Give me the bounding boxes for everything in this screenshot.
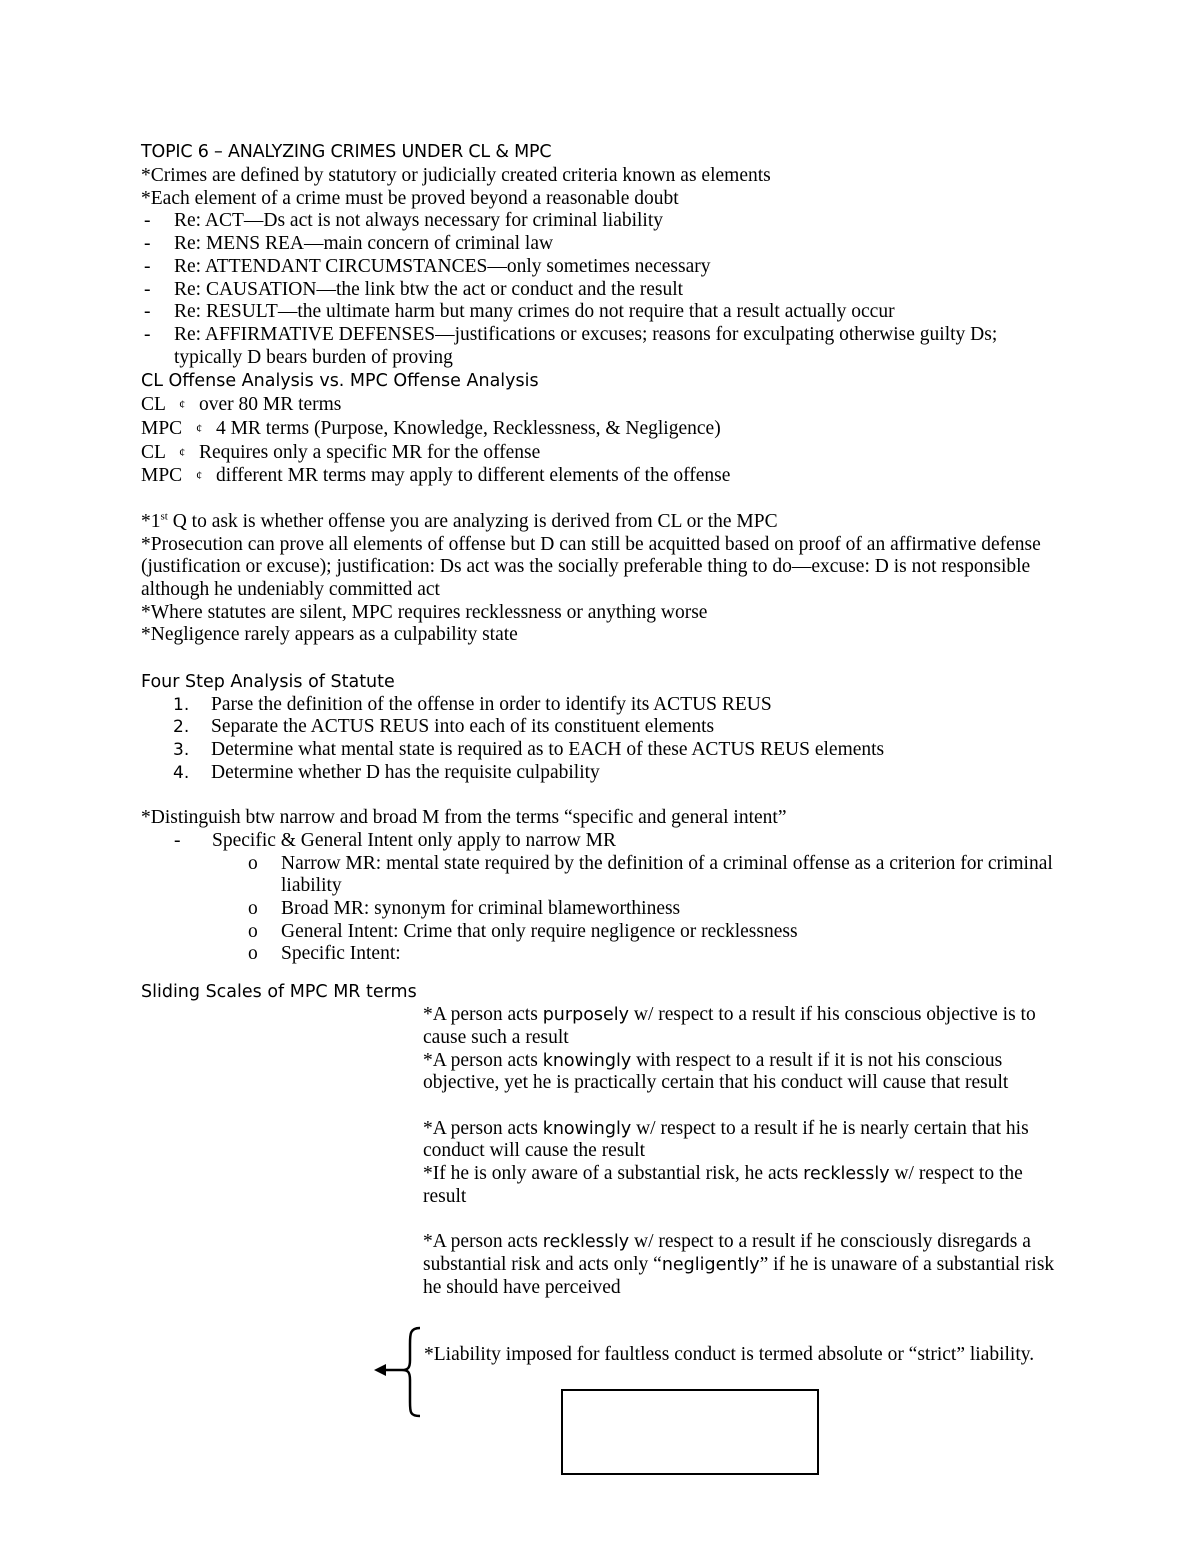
- list-item: 1. Parse the definition of the offense in order to identify its ACTUS REUS: [173, 693, 772, 715]
- list-item: - Specific & General Intent only apply to narrow MR: [174, 829, 616, 851]
- section-heading-sliding-scales: Sliding Scales of MPC MR terms: [141, 982, 417, 1003]
- prosecution-note: although he undeniably committed act: [141, 578, 440, 600]
- list-item: 3. Determine what mental state is required as to EACH of these ACTUS REUS elements: [173, 739, 885, 761]
- strict-liability-note: *Liability imposed for faultless conduct is termed absolute or “strict” liability.: [424, 1344, 1035, 1365]
- section-heading-comparison: CL Offense Analysis vs. MPC Offense Analysis: [141, 371, 539, 392]
- list-item: o Narrow MR: mental state required by the definition of a criminal offense as a criterion for criminal liability: [248, 852, 1053, 897]
- list-item: 2. Separate the ACTUS REUS into each of its constituent elements: [173, 716, 715, 738]
- comparison-row: MPC ¢ 4 MR terms (Purpose, Knowledge, Recklessness, & Negligence): [141, 418, 721, 440]
- list-item: - Re: CAUSATION—the link btw the act or conduct and the result: [144, 278, 684, 300]
- arrow-icon: ¢: [196, 421, 203, 436]
- list-item: o General Intent: Crime that only require negligence or recklessness: [248, 920, 798, 942]
- list-item: - Re: RESULT—the ultimate harm but many crimes do not require that a result actually occur: [144, 301, 895, 323]
- arrow-icon: ¢: [196, 468, 203, 483]
- distinguish-note: *Distinguish btw narrow and broad M from the terms “specific and general intent”: [141, 807, 787, 829]
- list-item: o Specific Intent:: [248, 943, 401, 965]
- knowingly-note: *A person acts knowingly w/ respect to a result if he is nearly certain that his conduct will cause the result: [423, 1117, 1029, 1162]
- list-item: - Re: AFFIRMATIVE DEFENSES—justifications or excuses; reasons for exculpating otherwise guilty Ds; typically D bears burden of proving: [144, 323, 998, 368]
- document-title: TOPIC 6 – ANALYZING CRIMES UNDER CL & MPC: [141, 142, 552, 162]
- elements-list: [141, 210, 1071, 369]
- sliding-scale-notes: [423, 1004, 1063, 1299]
- empty-box: [561, 1389, 819, 1475]
- list-item: o Broad MR: synonym for criminal blameworthiness: [248, 898, 681, 920]
- intent-bullets: [141, 853, 1071, 967]
- list-item: - Re: ACT—Ds act is not always necessary for criminal liability: [144, 210, 664, 232]
- intro-line: *Each element of a crime must be proved beyond a reasonable doubt: [141, 187, 679, 209]
- prosecution-note: (justification or excuse); justification: Ds act was the socially preferable thing to do—excuse: D is not responsible: [141, 556, 1031, 578]
- list-item: 4. Determine whether D has the requisite culpability: [173, 761, 600, 783]
- four-step-list: [141, 694, 1071, 785]
- comparison-row: MPC ¢ different MR terms may apply to different elements of the offense: [141, 465, 731, 487]
- silent-statutes-note: *Where statutes are silent, MPC requires recklessness or anything worse: [141, 601, 708, 623]
- recklessly-note: *If he is only aware of a substantial risk, he acts recklessly w/ respect to the result: [423, 1163, 1023, 1207]
- prosecution-note: *Prosecution can prove all elements of offense but D can still be acquitted based on proof of an affirmative defense: [141, 533, 1041, 555]
- negligence-note: *Negligence rarely appears as a culpability state: [141, 624, 518, 646]
- knowingly-note: *A person acts knowingly with respect to a result if it is not his conscious objective, yet he is practically certain that his conduct will cause that result: [423, 1049, 1009, 1094]
- document-page: [141, 140, 1071, 1299]
- section-heading-four-step: Four Step Analysis of Statute: [141, 671, 395, 692]
- first-question-note: *1st Q to ask is whether offense you are analyzing is derived from CL or the MPC: [141, 510, 778, 532]
- left-brace-arrow-icon: [370, 1324, 430, 1424]
- arrow-icon: ¢: [179, 397, 186, 412]
- list-item: - Re: ATTENDANT CIRCUMSTANCES—only sometimes necessary: [144, 255, 711, 277]
- recklessly-negligently-note: *A person acts recklessly w/ respect to a result if he consciously disregards a substantial risk and acts only “negligently” if he is unaware of a substantial risk he should have perceived: [423, 1231, 1055, 1298]
- comparison-row: CL ¢ over 80 MR terms: [141, 394, 342, 416]
- purposely-note: *A person acts purposely w/ respect to a result if his conscious objective is to cause such a result: [423, 1004, 1036, 1048]
- arrow-icon: ¢: [179, 444, 186, 459]
- comparison-row: CL ¢ Requires only a specific MR for the offense: [141, 441, 541, 463]
- list-item: - Re: MENS REA—main concern of criminal law: [144, 233, 554, 255]
- intro-line: *Crimes are defined by statutory or judicially created criteria known as elements: [141, 165, 771, 186]
